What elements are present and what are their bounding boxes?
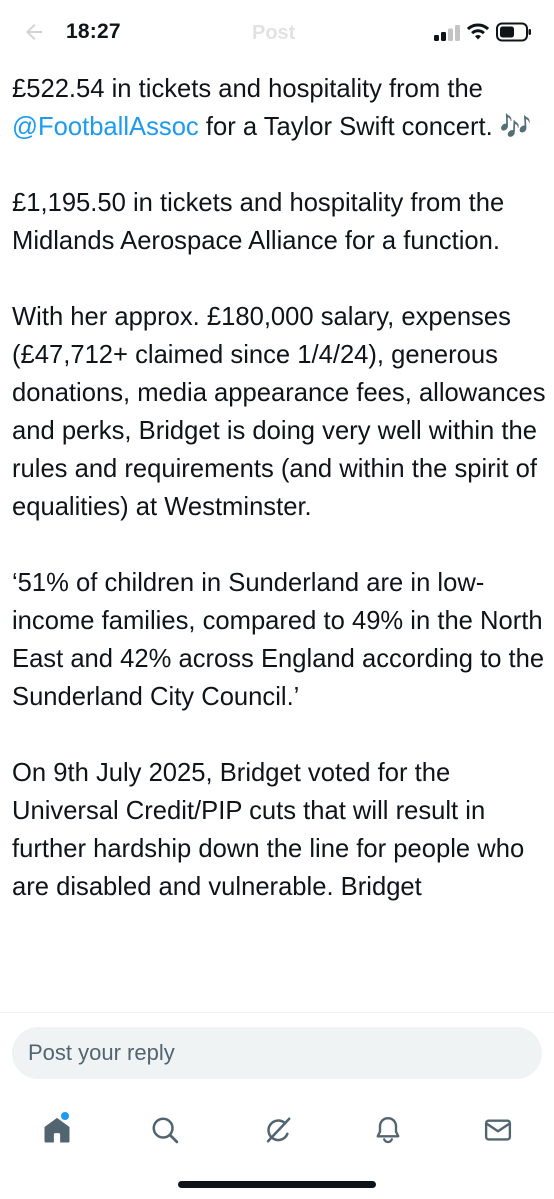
home-indicator <box>178 1181 376 1188</box>
nav-notifications[interactable] <box>360 1106 416 1154</box>
mail-icon <box>483 1115 513 1145</box>
battery-icon <box>496 22 532 42</box>
status-time: 18:27 <box>66 20 121 43</box>
bell-icon <box>373 1115 403 1145</box>
post-paragraph-4: ‘51% of children in Sunderland are in low-income families, compared to 49% in the North East and 42% across England according to the Sunderland City Council.’ <box>12 569 545 711</box>
nav-home[interactable] <box>29 1106 85 1154</box>
reply-input[interactable]: Post your reply <box>12 1027 542 1079</box>
header-title: Post <box>252 22 296 44</box>
post-paragraph-1 <box>12 70 548 146</box>
post-paragraph-3: With her approx. £180,000 salary, expenses (£47,712+ claimed since 1/4/24), generous donations, media appearance fees, allowances and perks, Bridget is doing very well within the rules and requirements (and within the spirit of equalities) at Westminster. <box>12 303 546 521</box>
nav-grok[interactable] <box>250 1106 306 1154</box>
status-bar <box>0 0 554 66</box>
back-arrow-icon[interactable] <box>22 20 46 44</box>
mention-link[interactable]: @FootballAssoc <box>12 113 199 141</box>
reply-area <box>0 1012 554 1101</box>
post-paragraph-2: £1,195.50 in tickets and hospitality from the Midlands Aerospace Alliance for a function. <box>12 189 505 255</box>
post-paragraph-5: On 9th July 2025, Bridget voted for the Universal Credit/PIP cuts that will result in further hardship down the line for people who are disabled and vulnerable. Bridget <box>12 759 525 901</box>
post-body <box>12 70 548 944</box>
home-icon <box>42 1115 72 1145</box>
grok-icon <box>263 1115 293 1145</box>
search-icon <box>150 1115 180 1145</box>
wifi-icon <box>466 21 490 41</box>
nav-messages[interactable] <box>470 1106 526 1154</box>
notification-dot <box>61 1112 69 1120</box>
nav-search[interactable] <box>137 1106 193 1154</box>
signal-icon <box>434 25 462 41</box>
post-text: £522.54 in tickets and hospitality from the <box>12 75 483 103</box>
post-text: for a Taylor Swift concert. 🎶 <box>198 113 532 141</box>
